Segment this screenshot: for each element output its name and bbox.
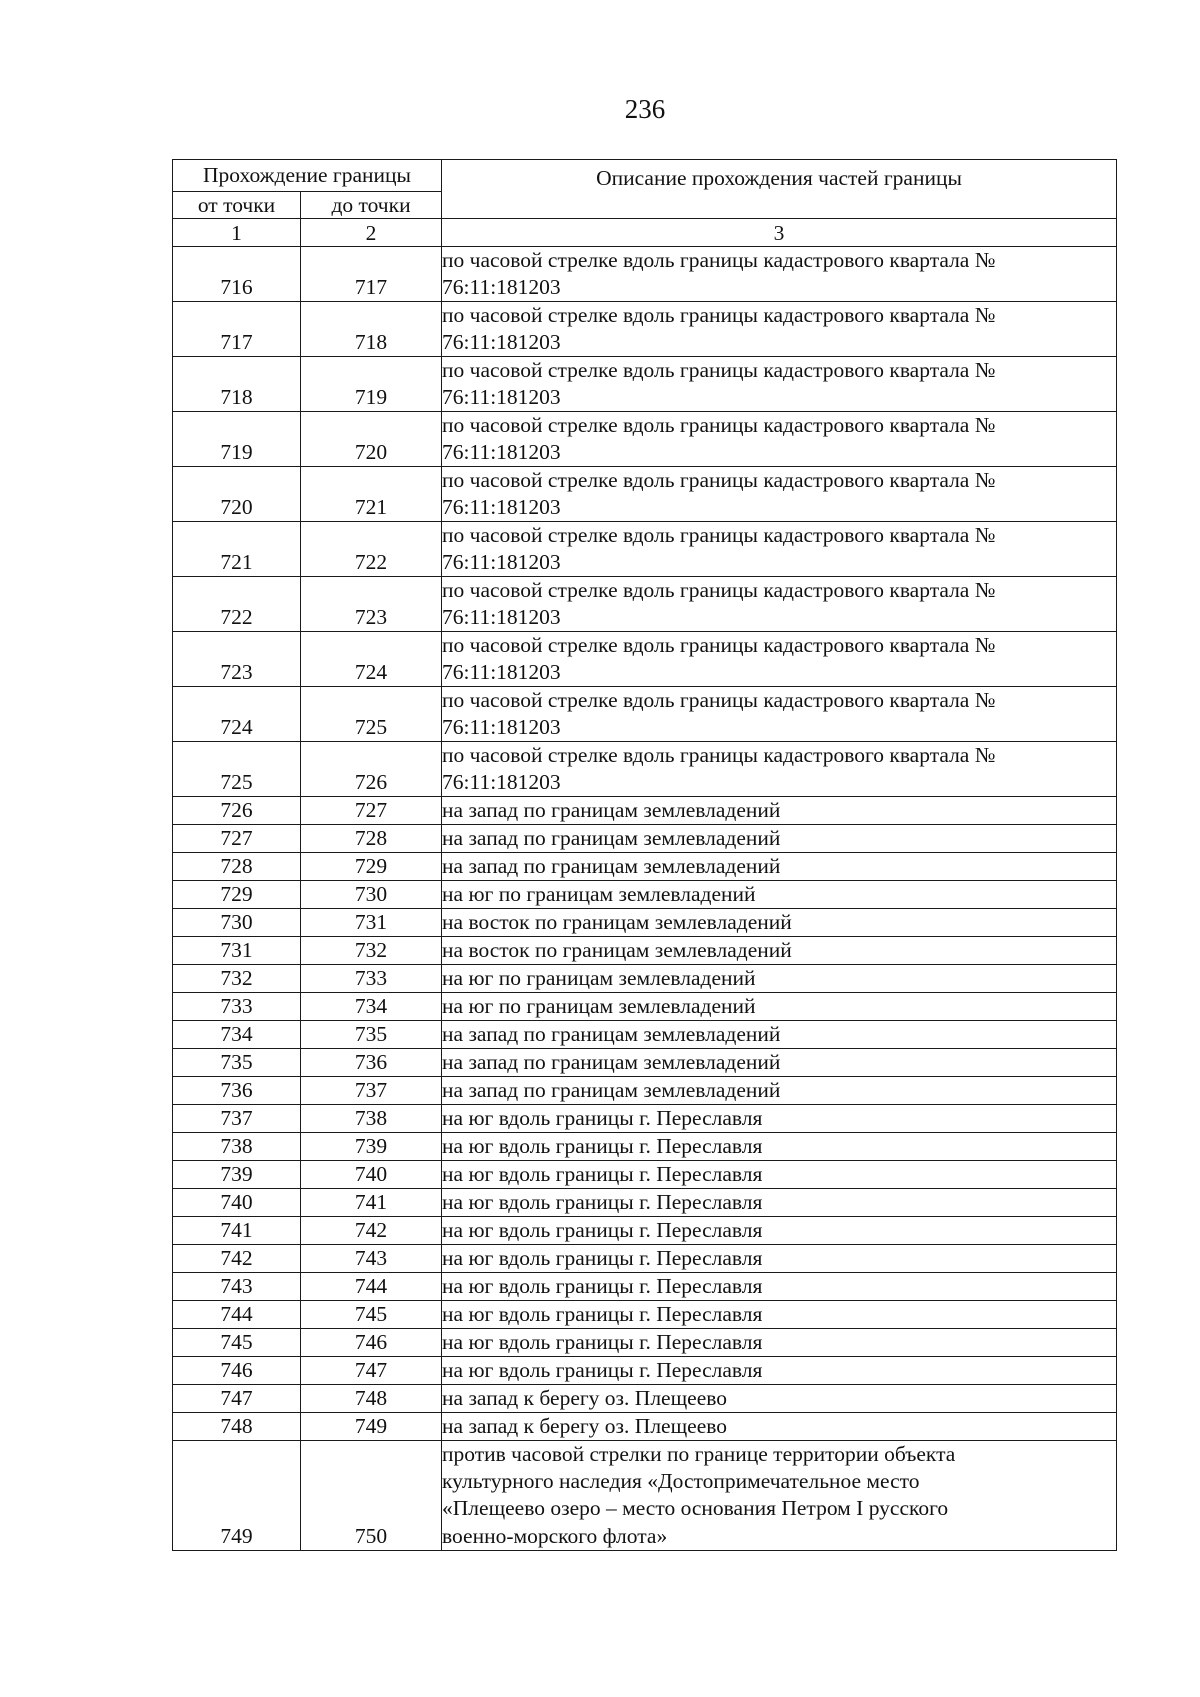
to-point-cell: 718 (301, 302, 442, 357)
description-cell (442, 1357, 1117, 1385)
to-point-cell: 730 (301, 881, 442, 909)
description-cell (442, 909, 1117, 937)
from-point-cell: 735 (173, 1049, 301, 1077)
table-row (173, 993, 1117, 1021)
to-point-cell: 742 (301, 1217, 442, 1245)
table-row (173, 1105, 1117, 1133)
description-cell (442, 632, 1117, 687)
from-point-cell: 722 (173, 577, 301, 632)
from-point-cell: 740 (173, 1189, 301, 1217)
header-col-number-1: 1 (173, 219, 301, 247)
table-row (173, 1133, 1117, 1161)
from-point-cell: 731 (173, 937, 301, 965)
description-line: против часовой стрелки по границе территории объекта (442, 1442, 956, 1466)
description-line: 76:11:181203 (442, 605, 561, 629)
description-line: на юг вдоль границы г. Переславля (442, 1302, 763, 1326)
table-row (173, 1049, 1117, 1077)
description-cell (442, 577, 1117, 632)
description-line: на запад по границам землевладений (442, 826, 781, 850)
from-point-cell: 742 (173, 1245, 301, 1273)
description-line: по часовой стрелке вдоль границы кадастрового квартала № (442, 688, 996, 712)
from-point-cell: 746 (173, 1357, 301, 1385)
from-point-cell: 743 (173, 1273, 301, 1301)
description-line: по часовой стрелке вдоль границы кадастрового квартала № (442, 358, 996, 382)
table-row (173, 247, 1117, 302)
from-point-cell: 719 (173, 412, 301, 467)
description-cell (442, 1245, 1117, 1273)
table-row (173, 937, 1117, 965)
to-point-cell: 749 (301, 1413, 442, 1441)
description-line: на восток по границам землевладений (442, 938, 792, 962)
to-point-cell: 727 (301, 797, 442, 825)
description-cell (442, 1385, 1117, 1413)
description-cell (442, 853, 1117, 881)
description-cell (442, 1301, 1117, 1329)
to-point-cell: 720 (301, 412, 442, 467)
table-row (173, 302, 1117, 357)
description-line: на запад по границам землевладений (442, 1022, 781, 1046)
description-line: на юг вдоль границы г. Переславля (442, 1190, 763, 1214)
table-row (173, 577, 1117, 632)
description-cell (442, 1329, 1117, 1357)
table-row (173, 1189, 1117, 1217)
description-cell (442, 742, 1117, 797)
table-row (173, 853, 1117, 881)
to-point-cell: 728 (301, 825, 442, 853)
table-row (173, 357, 1117, 412)
description-line: 76:11:181203 (442, 715, 561, 739)
from-point-cell: 747 (173, 1385, 301, 1413)
to-point-cell: 739 (301, 1133, 442, 1161)
table-row (173, 909, 1117, 937)
from-point-cell: 724 (173, 687, 301, 742)
description-cell (442, 522, 1117, 577)
from-point-cell: 745 (173, 1329, 301, 1357)
description-cell (442, 1105, 1117, 1133)
to-point-cell: 743 (301, 1245, 442, 1273)
description-cell (442, 1077, 1117, 1105)
to-point-cell: 747 (301, 1357, 442, 1385)
header-col-number-2: 2 (301, 219, 442, 247)
from-point-cell: 729 (173, 881, 301, 909)
description-line: на восток по границам землевладений (442, 910, 792, 934)
description-line: 76:11:181203 (442, 275, 561, 299)
to-point-cell: 724 (301, 632, 442, 687)
to-point-cell: 746 (301, 1329, 442, 1357)
description-line: по часовой стрелке вдоль границы кадастрового квартала № (442, 578, 996, 602)
from-point-cell: 738 (173, 1133, 301, 1161)
description-line: на юг по границам землевладений (442, 966, 756, 990)
from-point-cell: 730 (173, 909, 301, 937)
table-row (173, 687, 1117, 742)
to-point-cell: 750 (301, 1441, 442, 1551)
to-point-cell: 736 (301, 1049, 442, 1077)
table-row (173, 797, 1117, 825)
from-point-cell: 734 (173, 1021, 301, 1049)
page-number: 236 (624, 94, 666, 124)
to-point-cell: 741 (301, 1189, 442, 1217)
description-cell (442, 412, 1117, 467)
description-line: по часовой стрелке вдоль границы кадастрового квартала № (442, 248, 996, 272)
table-body (173, 247, 1117, 1551)
description-line: на юг по границам землевладений (442, 882, 756, 906)
description-cell (442, 247, 1117, 302)
description-line: на запад к берегу оз. Плещеево (442, 1386, 727, 1410)
from-point-cell: 725 (173, 742, 301, 797)
table-row (173, 522, 1117, 577)
description-line: на юг вдоль границы г. Переславля (442, 1358, 763, 1382)
to-point-cell: 729 (301, 853, 442, 881)
description-cell (442, 993, 1117, 1021)
table-row (173, 1077, 1117, 1105)
to-point-cell: 722 (301, 522, 442, 577)
table-row (173, 965, 1117, 993)
from-point-cell: 726 (173, 797, 301, 825)
description-line: на запад по границам землевладений (442, 1078, 781, 1102)
description-line: «Плещеево озеро – место основания Петром I русского (442, 1496, 949, 1521)
description-line: на юг вдоль границы г. Переславля (442, 1162, 763, 1186)
description-cell (442, 1133, 1117, 1161)
from-point-cell: 723 (173, 632, 301, 687)
from-point-cell: 744 (173, 1301, 301, 1329)
to-point-cell: 740 (301, 1161, 442, 1189)
description-cell (442, 1217, 1117, 1245)
to-point-cell: 721 (301, 467, 442, 522)
description-line: на юг по границам землевладений (442, 994, 756, 1018)
from-point-cell: 741 (173, 1217, 301, 1245)
from-point-cell: 739 (173, 1161, 301, 1189)
header-from-point: от точки (173, 192, 301, 219)
description-line: по часовой стрелке вдоль границы кадастрового квартала № (442, 523, 996, 547)
description-line: на юг вдоль границы г. Переславля (442, 1218, 763, 1242)
to-point-cell: 732 (301, 937, 442, 965)
description-cell (442, 1441, 1117, 1551)
description-cell (442, 687, 1117, 742)
from-point-cell: 737 (173, 1105, 301, 1133)
from-point-cell: 733 (173, 993, 301, 1021)
description-line: по часовой стрелке вдоль границы кадастрового квартала № (442, 413, 996, 437)
header-boundary-passage: Прохождение границы (173, 160, 442, 192)
description-line: на юг вдоль границы г. Переславля (442, 1106, 763, 1130)
table-row (173, 1301, 1117, 1329)
description-cell (442, 1049, 1117, 1077)
description-cell (442, 1161, 1117, 1189)
header-col-number-3: 3 (442, 219, 1117, 247)
to-point-cell: 744 (301, 1273, 442, 1301)
table-row (173, 1021, 1117, 1049)
description-line: по часовой стрелке вдоль границы кадастрового квартала № (442, 303, 996, 327)
description-line: на запад по границам землевладений (442, 1050, 781, 1074)
table-row (173, 467, 1117, 522)
table-row (173, 1385, 1117, 1413)
table-header (173, 160, 1117, 247)
from-point-cell: 732 (173, 965, 301, 993)
table-row (173, 1441, 1117, 1551)
description-line: на юг вдоль границы г. Переславля (442, 1134, 763, 1158)
to-point-cell: 733 (301, 965, 442, 993)
description-cell (442, 1413, 1117, 1441)
description-cell (442, 1021, 1117, 1049)
from-point-cell: 716 (173, 247, 301, 302)
description-line: 76:11:181203 (442, 440, 561, 464)
table-row (173, 1161, 1117, 1189)
description-line: 76:11:181203 (442, 550, 561, 574)
description-line: на юг вдоль границы г. Переславля (442, 1330, 763, 1354)
table-row (173, 1329, 1117, 1357)
description-line: на запад по границам землевладений (442, 854, 781, 878)
from-point-cell: 728 (173, 853, 301, 881)
description-line: по часовой стрелке вдоль границы кадастрового квартала № (442, 633, 996, 657)
table-row (173, 742, 1117, 797)
description-cell (442, 881, 1117, 909)
from-point-cell: 718 (173, 357, 301, 412)
from-point-cell: 720 (173, 467, 301, 522)
table-row (173, 1245, 1117, 1273)
to-point-cell: 726 (301, 742, 442, 797)
description-line: по часовой стрелке вдоль границы кадастрового квартала № (442, 743, 996, 767)
description-line: военно-морского флота» (442, 1523, 668, 1548)
description-line: на юг вдоль границы г. Переславля (442, 1246, 763, 1270)
table-row (173, 881, 1117, 909)
boundary-table (172, 159, 1117, 1551)
description-line: 76:11:181203 (442, 660, 561, 684)
table-row (173, 825, 1117, 853)
to-point-cell: 745 (301, 1301, 442, 1329)
header-to-point: до точки (301, 192, 442, 219)
description-cell (442, 1273, 1117, 1301)
to-point-cell: 737 (301, 1077, 442, 1105)
from-point-cell: 727 (173, 825, 301, 853)
table-row (173, 1357, 1117, 1385)
header-description: Описание прохождения частей границы (442, 160, 1117, 219)
table-row (173, 1273, 1117, 1301)
description-line: на юг вдоль границы г. Переславля (442, 1274, 763, 1298)
description-line: 76:11:181203 (442, 330, 561, 354)
to-point-cell: 725 (301, 687, 442, 742)
from-point-cell: 749 (173, 1441, 301, 1551)
description-line: культурного наследия «Достопримечательное место (442, 1469, 920, 1494)
table-row (173, 632, 1117, 687)
description-line: 76:11:181203 (442, 495, 561, 519)
from-point-cell: 748 (173, 1413, 301, 1441)
description-cell (442, 825, 1117, 853)
description-cell (442, 965, 1117, 993)
table-row (173, 1413, 1117, 1441)
to-point-cell: 723 (301, 577, 442, 632)
description-cell (442, 302, 1117, 357)
from-point-cell: 717 (173, 302, 301, 357)
description-line: по часовой стрелке вдоль границы кадастрового квартала № (442, 468, 996, 492)
to-point-cell: 735 (301, 1021, 442, 1049)
description-line: на запад по границам землевладений (442, 798, 781, 822)
description-cell (442, 357, 1117, 412)
table-row (173, 1217, 1117, 1245)
description-line: на запад к берегу оз. Плещеево (442, 1414, 727, 1438)
from-point-cell: 736 (173, 1077, 301, 1105)
to-point-cell: 719 (301, 357, 442, 412)
to-point-cell: 748 (301, 1385, 442, 1413)
to-point-cell: 717 (301, 247, 442, 302)
table-row (173, 412, 1117, 467)
description-line: 76:11:181203 (442, 385, 561, 409)
description-cell (442, 937, 1117, 965)
to-point-cell: 738 (301, 1105, 442, 1133)
description-cell (442, 467, 1117, 522)
description-line: 76:11:181203 (442, 770, 561, 794)
from-point-cell: 721 (173, 522, 301, 577)
to-point-cell: 734 (301, 993, 442, 1021)
description-cell (442, 1189, 1117, 1217)
description-cell (442, 797, 1117, 825)
to-point-cell: 731 (301, 909, 442, 937)
